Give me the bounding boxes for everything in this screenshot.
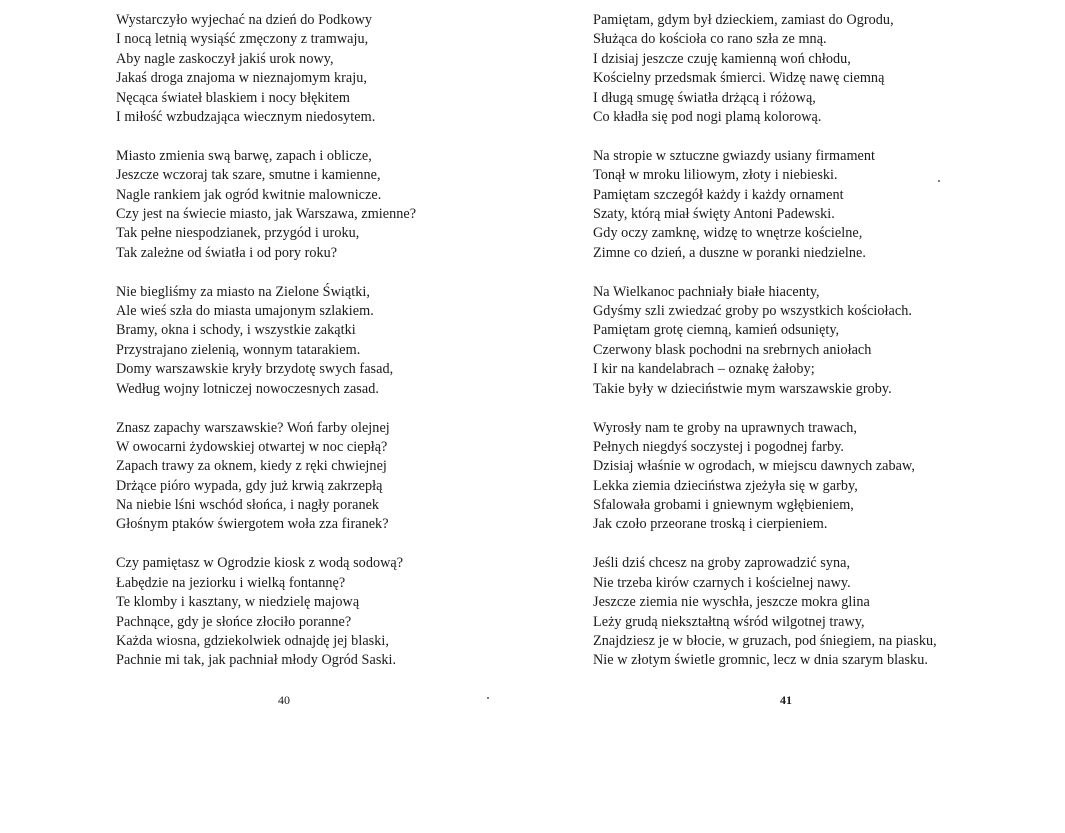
stanza: [593, 419, 1023, 535]
stanza: [116, 11, 466, 127]
stanza: [116, 283, 466, 399]
poem-line: Znasz zapachy warszawskie? Woń farby olejnej: [116, 419, 390, 436]
poem-line: Czy jest na świecie miasto, jak Warszawa, zmienne?: [116, 206, 417, 223]
poem-line: Miasto zmienia swą barwę, zapach i oblicze,: [116, 147, 372, 164]
right-page: [532, 0, 1065, 833]
poem-line: Aby nagle zaskoczył jakiś urok nowy,: [116, 50, 334, 67]
poem-line: Drżące pióro wypada, gdy już krwią zakrzepłą: [116, 477, 383, 494]
stanza: [593, 554, 1023, 670]
poem-line: Łabędzie na jeziorku i wielką fontannę?: [116, 574, 346, 591]
poem-line: Ale wieś szła do miasta umajonym szlakiem.: [116, 303, 374, 320]
poem-line: Każda wiosna, gdziekolwiek odnajdę jej blaski,: [116, 632, 389, 649]
poem-line: Pełnych niegdyś soczystej i pogodnej farby.: [593, 438, 845, 455]
poem-line: Domy warszawskie kryły brzydotę swych fasad,: [116, 361, 394, 378]
stanza: [116, 147, 466, 263]
poem-line: Nie biegliśmy za miasto na Zielone Świątki,: [116, 283, 370, 300]
poem-line: Jak czoło przeorane troską i cierpieniem.: [593, 516, 828, 533]
poem-line: I długą smugę światła drżącą i różową,: [593, 89, 816, 106]
poem-line: Pamiętam, gdym był dzieckiem, zamiast do Ogrodu,: [593, 12, 894, 28]
poem-line: Na Wielkanoc pachniały białe hiacenty,: [593, 283, 820, 300]
poem-line: Na niebie lśni wschód słońca, i nagły poranek: [116, 497, 380, 514]
poem-line: I miłość wzbudzająca wiecznym niedosytem.: [116, 108, 376, 125]
poem-line: Przystrajano zielenią, wonnym tatarakiem.: [116, 341, 361, 358]
poem-line: Jeśli dziś chcesz na groby zaprowadzić syna,: [593, 555, 851, 572]
left-page: [0, 0, 532, 833]
stanza: [116, 554, 466, 670]
poem-line: I nocą letnią wysiąść zmęczony z tramwaju,: [116, 31, 369, 48]
poem-line: Wystarczyło wyjechać na dzień do Podkowy: [116, 12, 373, 28]
stanza: [593, 283, 1023, 399]
poem-line: Tak zależne od światła i od pory roku?: [116, 244, 338, 261]
poem-line: Bramy, okna i schody, i wszystkie zakątki: [116, 322, 356, 339]
poem-line: Zapach trawy za oknem, kiedy z ręki chwiejnej: [116, 458, 387, 475]
poem-line: Na stropie w sztuczne gwiazdy usiany firmament: [593, 147, 876, 164]
poem-line: Czy pamiętasz w Ogrodzie kiosk z wodą sodową?: [116, 555, 404, 572]
poem-line: Pamiętam szczegół każdy i każdy ornament: [593, 186, 844, 203]
poem-line: Takie były w dzieciństwie mym warszawskie groby.: [593, 380, 892, 397]
poem-line: Głośnym ptaków świergotem woła zza firanek?: [116, 516, 389, 533]
poem-line: Nęcąca świateł blaskiem i nocy błękitem: [116, 89, 350, 106]
poem-line: Gdy oczy zamknę, widzę to wnętrze kościelne,: [593, 225, 863, 242]
poem-line: Dzisiaj właśnie w ogrodach, w miejscu dawnych zabaw,: [593, 458, 915, 475]
poem-line: Jakaś droga znajoma w nieznajomym kraju,: [116, 70, 367, 87]
poem-line: Tonął w mroku liliowym, złoty i niebieski.: [593, 167, 838, 184]
poem-line: Znajdziesz je w błocie, w gruzach, pod śniegiem, na piasku,: [593, 632, 937, 649]
stanza: [593, 11, 1023, 127]
poem-line: Jeszcze wczoraj tak szare, smutne i kamienne,: [116, 167, 381, 184]
poem-line: Kościelny przedsmak śmierci. Widzę nawę ciemną: [593, 70, 885, 87]
poem-line: Pachnące, gdy je słońce złociło poranne?: [116, 613, 352, 630]
page-number-right: 41: [780, 693, 792, 707]
stanza: [593, 147, 1023, 263]
poem-line: Służąca do kościoła co rano szła ze mną.: [593, 31, 827, 48]
poem-line: Nagle rankiem jak ogród kwitnie malownicze.: [116, 186, 382, 203]
poem-line: Gdyśmy szli zwiedzać groby po wszystkich kościołach.: [593, 303, 912, 320]
poem-line: I dzisiaj jeszcze czuję kamienną woń chłodu,: [593, 50, 851, 67]
poem-line: Lekka ziemia dzieciństwa zjeżyła się w garby,: [593, 477, 858, 494]
poem-column-right: [593, 11, 1023, 690]
poem-line: Zimne co dzień, a duszne w poranki niedzielne.: [593, 244, 866, 261]
print-speck: [487, 697, 489, 699]
print-speck: [938, 180, 940, 182]
poem-line: Pamiętam grotę ciemną, kamień odsunięty,: [593, 322, 840, 339]
poem-line: Tak pełne niespodzianek, przygód i uroku,: [116, 225, 360, 242]
poem-line: Co kładła się pod nogi plamą kolorową.: [593, 108, 822, 125]
poem-line: Te klomby i kasztany, w niedzielę majową: [116, 594, 360, 611]
poem-column-left: [116, 11, 466, 690]
poem-line: Leży grudą niekształtną wśród wilgotnej trawy,: [593, 613, 865, 630]
poem-line: W owocarni żydowskiej otwartej w noc ciepłą?: [116, 438, 388, 455]
poem-line: Według wojny lotniczej nowoczesnych zasad.: [116, 380, 379, 397]
poem-line: Nie trzeba kirów czarnych i kościelnej nawy.: [593, 574, 851, 591]
poem-line: I kir na kandelabrach – oznakę żałoby;: [593, 361, 815, 378]
page-number-left: 40: [278, 693, 290, 707]
stanza: [116, 419, 466, 535]
poem-line: Wyrosły nam te groby na uprawnych trawach,: [593, 419, 858, 436]
poem-line: Sfalowała grobami i gniewnym wgłębieniem,: [593, 497, 854, 514]
poem-line: Jeszcze ziemia nie wyschła, jeszcze mokra glina: [593, 594, 870, 611]
poem-line: Szaty, którą miał święty Antoni Padewski.: [593, 206, 835, 223]
poem-line: Pachnie mi tak, jak pachniał młody Ogród Saski.: [116, 652, 397, 669]
poem-line: Nie w złotym świetle gromnic, lecz w dnia szarym blasku.: [593, 652, 928, 669]
poem-line: Czerwony blask pochodni na srebrnych aniołach: [593, 341, 872, 358]
